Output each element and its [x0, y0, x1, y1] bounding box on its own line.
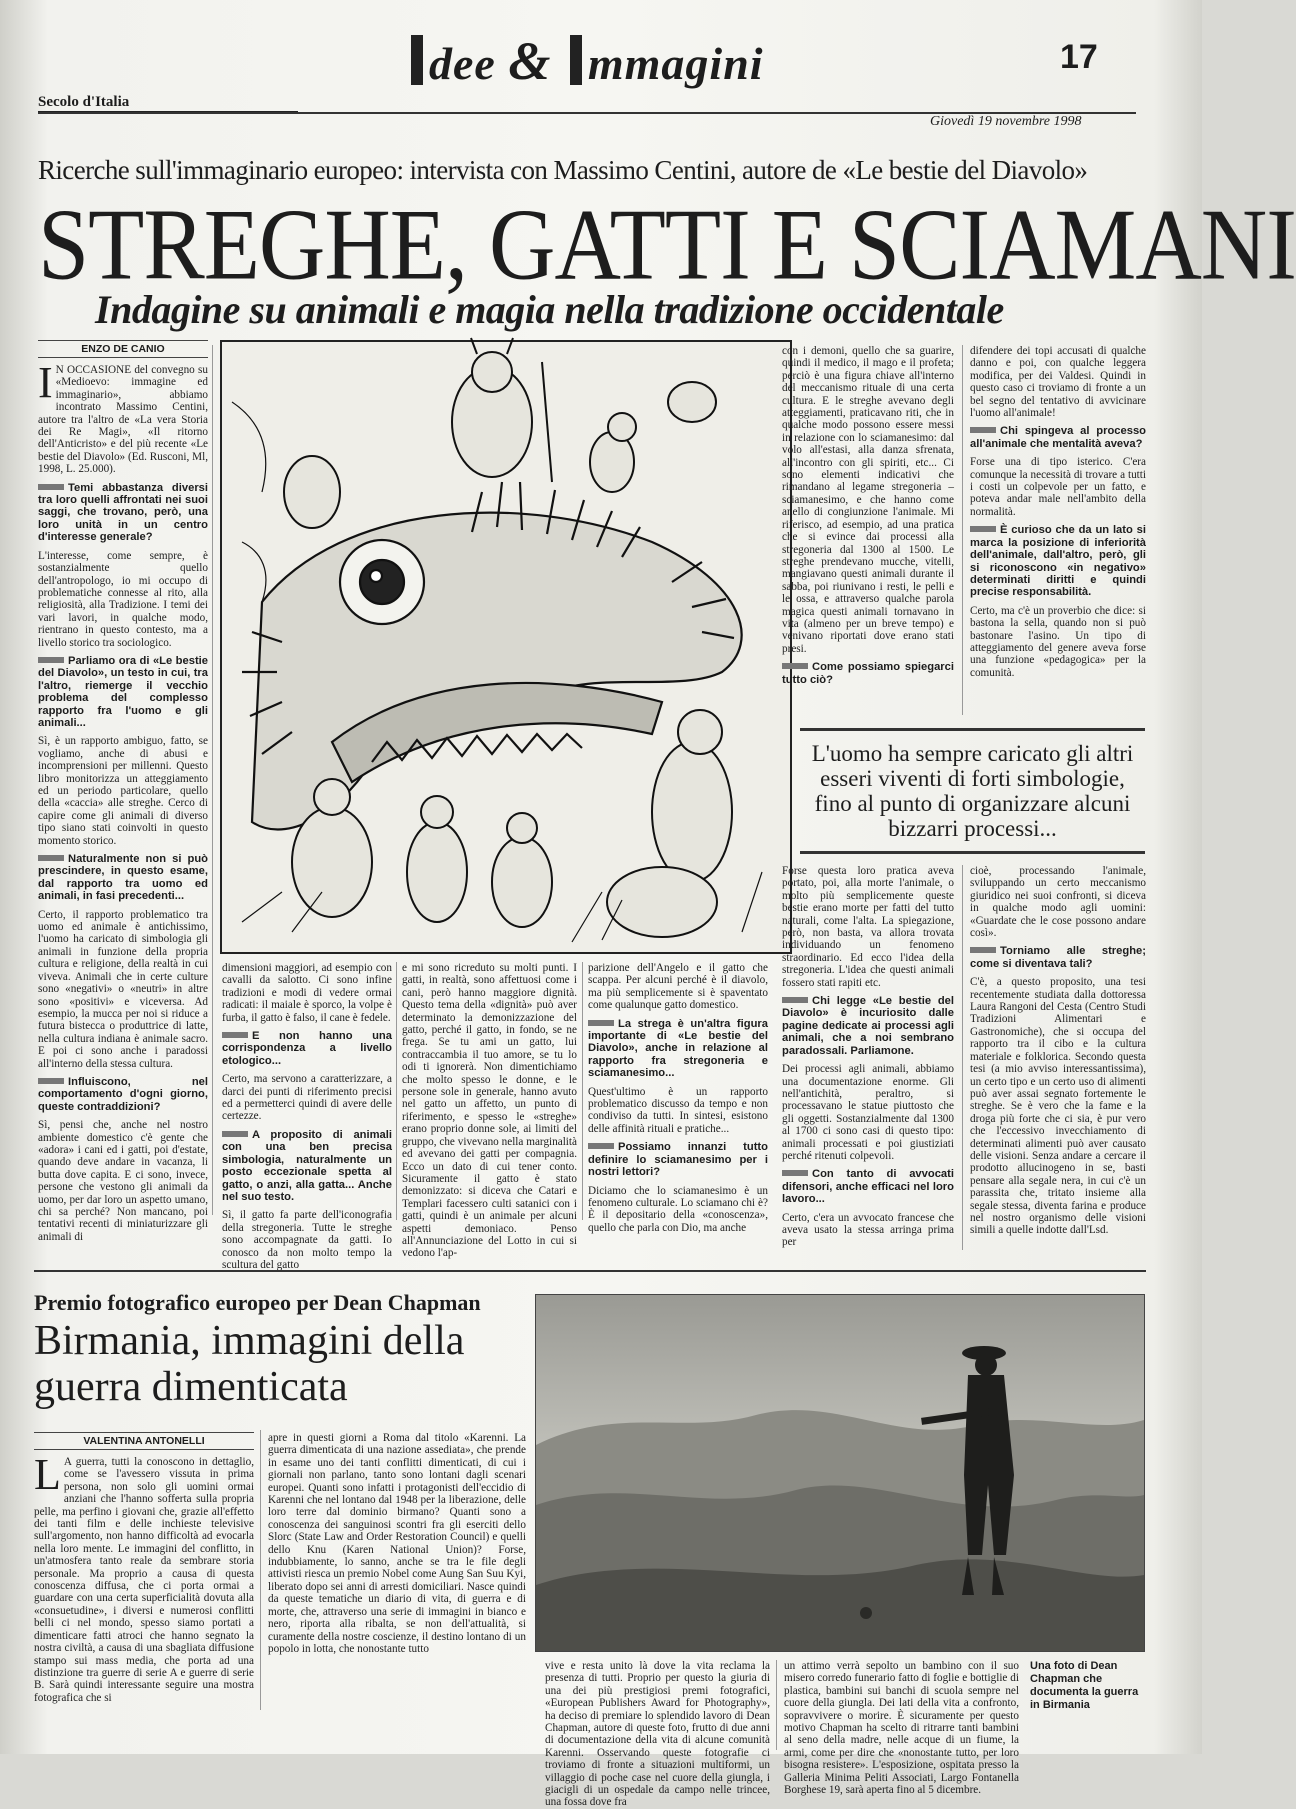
story2-column-1-text [34, 1450, 254, 1731]
section-rubric [405, 30, 764, 92]
dropcap: I [38, 358, 53, 407]
paragraph: con i demoni, quello che sa guarire, quindi il medico, il mago e il profeta; perciò è una figura chiave all'interno del meccanismo rituale di una certa cultura. E le streghe avevano degli atteggiamenti, praticavano riti, che in qualche modo possono essere messi in relazione con lo sciamanesimo: dal volo all'estasi, alla danza sfrenata, all'incontro con gli spiriti, etc... Ci sono elementi indicativi che rimandano al legame stregoneria – sciamanesimo, e che hanno come anello di congiunzione l'animale. Mi riferisco, ad esempio, ad una pratica che si evince dai processi alla stregoneria dal 1300 al 1500. Le streghe prendevano mucche, vitelli, mangiavano questi animali durante il sabba, poi riunivano i resti, le pelli e le ossa, e attraverso qualche parola magica questi animali tornavano in vita (almeno per un breve tempo) e venivano riportati dove erano stati presi. [782, 345, 954, 655]
paragraph: difendere dei topi accusati di qualche danno e poi, con qualche leggera modifica, per dei Valdesi. Quindi in questo caso ci troviamo di fronte a un bel segno del tentativo di avvicinare l'uomo all'animale! [970, 345, 1146, 420]
story2-column-4 [784, 1660, 1019, 1797]
question: A proposito di animali con una ben precisa simbologia, naturalmente un posto eccezionale spetta al gatto, o anzi, alla gatta... Anche nel suo testo. [222, 1128, 392, 1203]
story-separator [34, 1270, 1146, 1272]
pull-quote: L'uomo ha sempre caricato gli altri esseri viventi di forti simbologie, fino al punto di organizzare alcuni bizzarri processi... [800, 728, 1145, 854]
rubric-bar-2 [570, 35, 582, 85]
story2-byline: VALENTINA ANTONELLI [34, 1432, 254, 1450]
article-headline: STREGHE, GATTI E SCIAMANI [38, 188, 1296, 301]
paragraph: Forse questa loro pratica aveva portato, poi, alla morte l'animale, o molto più semplicemente queste bestie erano morte per fatti del tutto naturali, come l'alta. La spiegazione, però, non basta, va allora trovata individuando un fenomeno straordinario. Ed ecco l'idea della stregoneria. L'idea che questi animali fossero stati rapiti etc. [782, 865, 954, 989]
question: Influiscono, nel comportamento d'ogni giorno, queste contraddizioni? [38, 1075, 208, 1113]
answer: Certo, c'era un avvocato francese che aveva usato la stessa arringa prima per [782, 1211, 954, 1249]
question: Naturalmente non si può prescindere, in questo esame, dal rapporto tra uomo ed animali, in fasi precedenti... [38, 853, 208, 903]
soldier-landscape-photo [536, 1295, 1144, 1651]
question: Chi spingeva al processo all'animale che mentalità aveva? [970, 425, 1146, 450]
story2-kicker: Premio fotografico europeo per Dean Chapman [34, 1290, 481, 1315]
paragraph: A guerra, tutti la conoscono in dettaglio, come se l'avessero vissuta in prima persona, non solo gli uomini ormai anziani che l'hanno sofferta sulla propria pelle, ma perfino i giovani che, grazie all'effetto dei tanti film e delle inchieste televisive sull'argomento, non hanno difficoltà ad evocarla nella loro mente. Le immagini del conflitto, in un'atmosfera tanto reale da sembrare storia personale. Ma proprio a causa di questa conoscenza diffusa, che ci porta ormai a guardare con una certa superficialità dovuta alla «consuetudine», i diversi e numerosi conflitti belli ci nel mondo, spesso siamo portati a dimenticare fatti atroci che hanno segnato la nostra civiltà, a causa di una sbagliata diffusione stampo sui mass media, che porta ad una distinzione tra guerre di serie A e guerre di serie B. Sarà quindi interessante seguire una mostra fotografica che si [34, 1456, 254, 1704]
answer: Certo, ma c'è un proverbio che dice: si bastona la sella, quando non si può bastonare l'asino. Un tipo di atteggiamento del genere aveva forse una funzione «pedagogica» per la comunità. [970, 604, 1146, 679]
story2-title: Birmania, immagini della guerra dimenticata [34, 1318, 465, 1410]
answer: Sì, pensi che, anche nel nostro ambiente domestico c'è gente che «adora» i cani ed i gatti, poi d'estate, quando deve andare in vacanza, li butta dove capita. E ci sono, invece, persone che vestono gli animali da uomo, per dar loro un aspetto umano, chi sa perché? Non mancano, poi tentativi recenti di miniaturizzare gli animali di [38, 1119, 208, 1243]
article-column-1 [38, 340, 208, 1244]
article-column-6-lower [782, 865, 954, 1250]
answer: Dei processi agli animali, abbiamo una documentazione enorme. Gli nell'antichità, peraltro, si processavano le statue piuttosto che gli oggetti. Sostanzialmente dal 1300 al 1700 ci sono casi di questo tipo: animali processati e poi giustiziati perché ritenuti colpevoli. [782, 1063, 954, 1162]
article-column-5 [588, 962, 768, 1234]
question: È curioso che da un lato si marca la posizione di inferiorità dell'animale, dall'altro, però, gli si riconoscono «in negativo» determinati diritti e quindi precise responsabilità. [970, 524, 1146, 599]
article-column-6 [782, 345, 954, 715]
answer: Certo, il rapporto problematico tra uomo ed animale è antichissimo, l'uomo ha caricato di simbologia gli animali in funzione della propria cultura e religione, della realtà in cui viveva. Animali che in certe culture sono «negativi» o «neutri» in altre sono «positivi» e viceversa. Ad esempio, la mucca per noi si riduce a futura bistecca o produttrice di latte, nella cultura indiana è animale sacro. E poi ci sono anche i paradossi all'interno della stessa cultura. [38, 908, 208, 1070]
answer: Sì, è un rapporto ambiguo, fatto, se vogliamo, anche di abusi e incomprensioni per millenni. Questo libro monitorizza un atteggiamento ed un periodo particolare, quello della «caccia» alle streghe. Cerco di capire come gli animali di diverso tipo siano stati coinvolti in questo momento storico. [38, 735, 208, 847]
question: Parliamo ora di «Le bestie del Diavolo», un testo in cui, tra l'altro, riemerge il vecchio problema del complesso rapporto fra l'uomo e gli animali... [38, 654, 208, 729]
paragraph: vive e resta unito là dove la vita reclama la presenza di tutti. Proprio per questo la giuria di una dei più prestigiosi premi fotografici, «European Publishers Award for Photography», ha deciso di premiare lo splendido lavoro di Dean Chapman, autore di queste foto, frutto di due anni di documentazione della vita di alcune comunità Karenni. Osservando queste fotografie ci troviamo di fronte a situazioni multiformi, un villaggio di poche case nel cuore della giungla, i giacigli di un ospedale da campo nelle trincee, una fossa dove fra [545, 1660, 770, 1809]
column-rule [396, 962, 397, 1220]
page-number: 17 [1060, 38, 1098, 76]
dropcap: L [34, 1450, 61, 1499]
column-rule [212, 345, 213, 1215]
question: Come possiamo spiegarci tutto ciò? [782, 661, 954, 686]
answer: Diciamo che lo sciamanesimo è un fenomeno culturale. Lo sciamano chi è? È il depositario della «conoscenza», quello che parla con Dio, ma anche [588, 1184, 768, 1234]
story2-column-1 [34, 1432, 254, 1731]
woodcut-illustration [220, 340, 792, 954]
answer: L'interesse, come sempre, è sostanzialmente quello dell'antropologo, io mi occupo di problematiche connesse al rito, alla religiosità, alla Tradizione. I temi dei vari lavori, in qualche modo, rientrano in questo contesto, ma a livello storico tra sociologico. [38, 549, 208, 649]
question: Torniamo alle streghe; come si diventava tali? [970, 945, 1146, 970]
paragraph: cioè, processando l'animale, sviluppando un certo meccanismo giuridico nei suoi confronti, si diceva in qualche modo agli uomini: «Guardate che le cose possono andare così». [970, 865, 1146, 940]
column-rule [582, 962, 583, 1220]
answer: Forse una di tipo isterico. C'era comunque la necessità di trovare a tutti i costi un colpevole per un fatto, e poteva andar male nell'ambito della normalità. [970, 456, 1146, 518]
photo-caption: Una foto di Dean Chapman che documenta la guerra in Birmania [1030, 1660, 1139, 1711]
column-rule [776, 1660, 777, 1750]
devil-woodcut-image [222, 342, 790, 952]
question: Chi legge «Le bestie del Diavolo» è incuriosito dalle pagine dedicate ai processi agli animali, che a noi sembrano paradossali. Parliamone. [782, 995, 954, 1057]
article-byline: ENZO DE CANIO [38, 340, 208, 358]
paragraph: e mi sono ricreduto su molti punti. I gatti, in realtà, sono affettuosi come i cani, però hanno maggiore dignità. Questo tema della «dignità» può aver determinato la demonizzazione del gatto, perché il gatto, in fondo, se ne frega. Se tu ami un gatto, lui contraccambia il tuo amore, se tu lo odi ti ignorerà. Non dimentichiamo che molto spesso le donne, e le persone sole in generale, hanno avuto nel gatto un affetto, un punto di riferimento, e spesso le «streghe» erano proprio donne sole, ai limiti del gruppo, che vivevano nella marginalità ed avevano dei gatti per compagnia. Ecco un dato di cui tener conto. Sicuramente il gatto è stato demonizzato: si diceva che Catari e Templari facessero culti satanici con i gatti, quindi è un animale per alcuni aspetti demoniaco. Penso all'Annunciazione del Lotto in cui si vedono l'ap- [402, 962, 577, 1260]
newspaper-name: Secolo d'Italia [38, 94, 298, 113]
article-column-7 [970, 345, 1146, 715]
question: E non hanno una corrispondenza a livello etologico... [222, 1030, 392, 1067]
story2-column-2 [268, 1432, 526, 1717]
question: Con tanto di avvocati difensori, anche efficaci nel loro lavoro... [782, 1168, 954, 1206]
column-rule [962, 865, 963, 1250]
question: La strega è un'altra figura importante di «Le bestie del Diavolo», anche in relazione al rapporto fra stregoneria e sciamanesimo... [588, 1017, 768, 1080]
article-subhead: Indagine su animali e magia nella tradizione occidentale [95, 287, 1004, 332]
question: Temi abbastanza diversi tra loro quelli affrontati nei suoi saggi, che trovano, però, una loro unità in un centro d'interesse generale? [38, 481, 208, 544]
rubric-word-2: mmagini [587, 38, 764, 89]
paragraph: parizione dell'Angelo e il gatto che scappa. Per alcuni perché è il diavolo, ma più semplicemente si è spaventato come qualunque gatto domestico. [588, 962, 768, 1012]
rubric-word-1: dee [429, 38, 496, 89]
paragraph: apre in questi giorni a Roma dal titolo «Karenni. La guerra dimenticata di una nazione assediata», che prende in esame uno dei tanti conflitti dimenticati, di cui i giornali non parlano, tanto sono lontani dagli scenari europei. Quanti sono infatti i protagonisti dell'eccidio di Karenni che nel lontano dal 1948 per la liberazione, delle loro terre dal dominio birmano? Quanti sono a conoscenza dei sanguinosi scontri fra gli eserciti dello Slorc (State Law and Order Restoration Council) e quelli dello Knu (Karen National Union)? Forse, indubbiamente, lo sanno, anche se tra le file degli attivisti riesca un premio Nobel come Aung San Suu Kyi, liberato dopo sei anni di arresti domiciliari. Nasce quindi da queste tematiche un diario di vita, di guerra e di morte, che, attraverso una serie di immagini in bianco e nero, riporta alla ribalta, se non dell'attualità, si curamente della nostre coscienze, il destino lontano di un popolo in lotta, che nonostante tutto [268, 1432, 526, 1655]
article-column-4 [402, 962, 577, 1260]
column-1-text [38, 358, 208, 1244]
rubric-bar-1 [411, 35, 423, 85]
story2-photo [535, 1294, 1145, 1652]
answer: Certo, ma servono a caratterizzare, a darci dei punti di riferimento precisi ed a permetterci quindi di avere delle certezze. [222, 1073, 392, 1123]
article-column-7-lower [970, 865, 1146, 1250]
paragraph: un attimo verrà sepolto un bambino con il suo misero corredo funerario fatto di foglie e bottiglie di plastica, bambini sui banchi di scuola sempre nel cuore della giungla. Dei lati della vita a confronto, sopravvivere o morire. È sicuramente per questo motivo Chapman ha scelto di ritrarre tanti bambini al seno della madre, nelle acque di un fiume, la armi, come per dire che «nonostante tutto, per loro bisogna resistere». L'esposizione, ospitata presso la Galleria Minima Peliti Associati, Largo Fontanella Borghese 19, sarà aperta fino al 5 dicembre. [784, 1660, 1019, 1797]
answer: Quest'ultimo è un rapporto problematico discusso da tempo e non condiviso da tutti. In sintesi, esistono delle affinità rituali e pratiche... [588, 1085, 768, 1135]
question: Possiamo innanzi tutto definire lo sciamanesimo per i nostri lettori? [588, 1141, 768, 1179]
issue-date: Giovedì 19 novembre 1998 [930, 114, 1082, 129]
story2-column-3 [545, 1660, 770, 1809]
article-kicker: Ricerche sull'immaginario europeo: intervista con Massimo Centini, autore de «Le bestie del Diavolo» [38, 155, 1088, 185]
rubric-ampersand: & [508, 31, 552, 91]
lead-paragraph: N OCCASIONE del convegno su «Medioevo: immagine ed immaginario», abbiamo incontrato Massimo Centini, autore tra l'altro de «La vera Storia dei Re Magi», «Il ritorno dell'Anticristo» e del più recente «Le bestie del Diavolo» (Ed. Rusconi, Ml, 1998, L. 25.000). [38, 364, 208, 476]
answer: C'è, a questo proposito, una tesi recentemente studiata dalla dottoressa Laura Rangoni del Cesta (Centro Studi Tradizioni Alimentari e Gastronomiche), che si occupa del rapporto tra il cibo e la cultura materiale e folklorica. Secondo questa tesi (a mio avviso interessantissima), un certo tipo e un certo uso di alimenti può aver assai segnato fortemente le streghe. Se è vero che la fame e la droga più forte che ci sia, è pur vero che l'eccessivo invecchiamento di determinati alimenti può aver causato delle visioni. Senza andare a cercare il prodotto allucinogeno in se, basti pensare alla segale nera, in cui c'è un parassita che, tritato insieme alla segale stessa, diventa farina e produce nel nostro organismo delle visioni simili a quelle indotte dall'Lsd. [970, 976, 1146, 1237]
column-rule [260, 1430, 261, 1710]
answer: Sì, il gatto fa parte dell'iconografia della stregoneria. Tutte le streghe sono accompagnate da gatti. Io conosco da non molto tempo la scultura del gatto [222, 1209, 392, 1271]
article-column-3 [222, 962, 392, 1271]
column-rule [962, 345, 963, 715]
paragraph: dimensioni maggiori, ad esempio con cavalli da salotto. Ci sono infine tradizioni e modi di vedere ormai radicati: il maiale è sporco, la volpe è furba, il gatto è falso, il cane è fedele. [222, 962, 392, 1024]
